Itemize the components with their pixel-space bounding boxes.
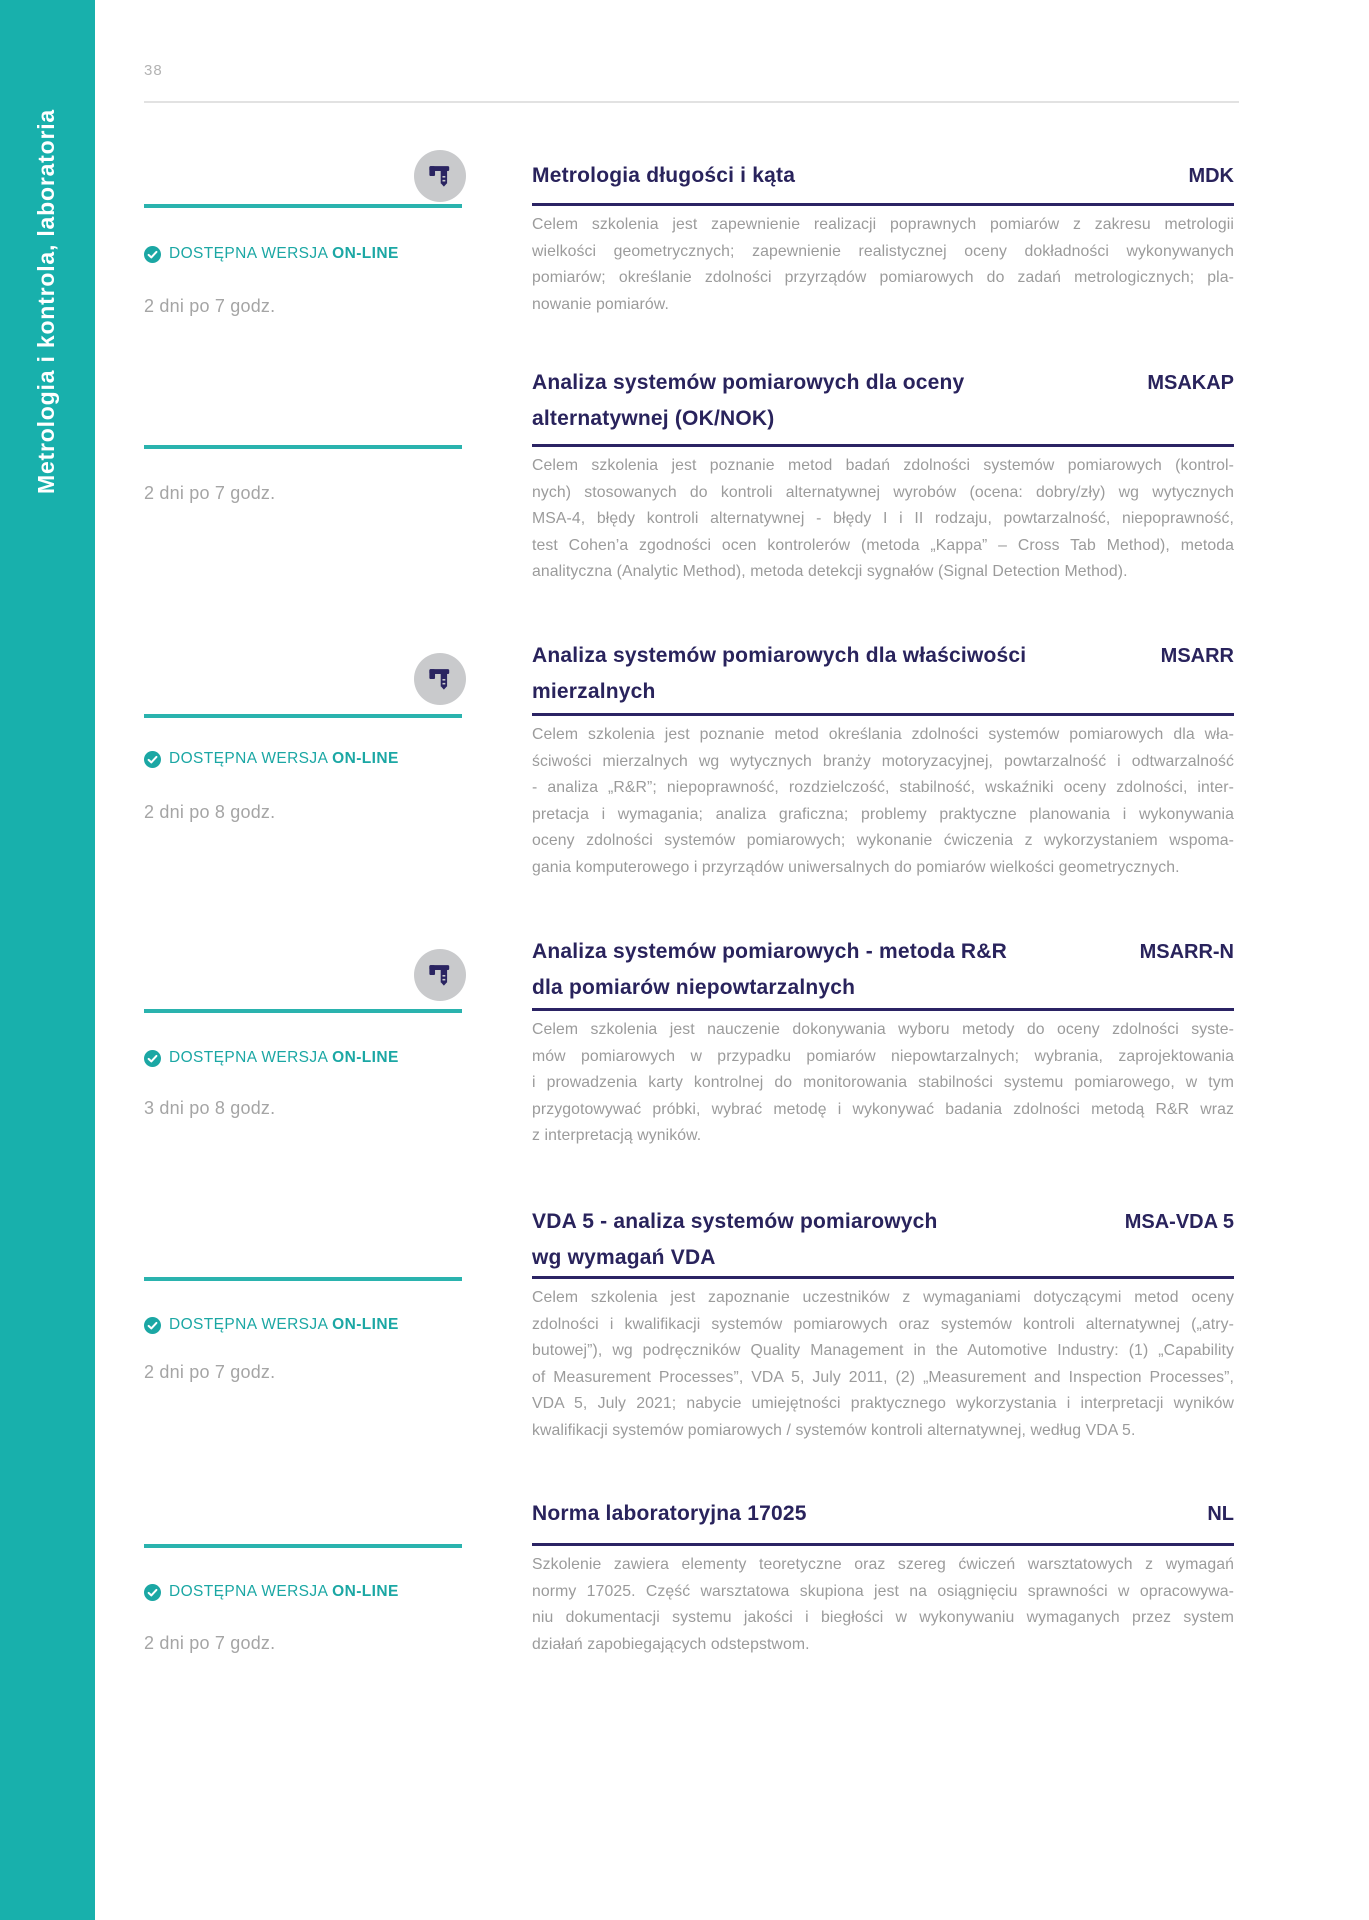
text-line: Analiza systemów pomiarowych - metoda R&R: [532, 940, 1007, 963]
online-badge-highlight: ON-LINE: [332, 1316, 399, 1333]
title-underline: [532, 713, 1234, 716]
online-badge: [144, 1583, 399, 1601]
text-line: Norma laboratoryjna 17025: [532, 1502, 807, 1525]
text-line: mierzalnych: [532, 680, 656, 703]
course-description: [532, 212, 1234, 318]
online-divider-line: [144, 1544, 462, 1548]
text-line: nych) stosowanych do kontroli alternatywnej wyrobów (ocena: dobry/zły) wg wytycznych: [532, 483, 1234, 501]
text-line: of Measurement Processes”, VDA 5, July 2011, (2) „Measurement and Inspection Processes”,: [532, 1368, 1234, 1386]
course-code: MSAKAP: [1147, 372, 1234, 394]
header-divider: [144, 101, 1239, 103]
online-badge-text: DOSTĘPNA WERSJA ON-LINE: [169, 1049, 399, 1066]
check-circle-icon: [144, 246, 161, 263]
text-line: VDA 5, July 2021; nabycie umiejętności praktycznego wykorzystania i interpretacji wyników: [532, 1395, 1234, 1413]
online-divider-line: [144, 1009, 462, 1013]
text-line: normy 17025. Część warsztatowa skupiona jest na osiągnięciu sprawności w opracowywa-: [532, 1582, 1234, 1600]
course-title-row: [532, 934, 1234, 1006]
text-line: dla pomiarów niepowtarzalnych: [532, 976, 856, 999]
text-line: z interpretacją wyników.: [532, 1127, 702, 1145]
course-duration: 3 dni po 8 godz.: [144, 1098, 276, 1118]
course-code: MSA-VDA 5: [1124, 1211, 1234, 1233]
check-circle-icon: [144, 1317, 161, 1334]
text-line: nowanie pomiarów.: [532, 295, 669, 313]
course-title: [532, 638, 1026, 710]
text-line: - analiza „R&R”; niepoprawność, rozdzielczość, stabilność, wskaźniki oceny zdolności, inter-: [532, 779, 1234, 797]
online-badge-highlight: ON-LINE: [332, 1583, 399, 1600]
course-description: [532, 1285, 1234, 1445]
text-line: kwalifikacji systemów pomiarowych / systemów kontroli alternatywnej, według VDA 5.: [532, 1421, 1136, 1439]
caliper-icon: [414, 653, 466, 705]
course-title-row: [532, 158, 1234, 194]
text-line: pomiarów; określanie zdolności przyrządów pomiarowych do zadań metrologicznych; pla-: [532, 269, 1234, 287]
text-line: mów pomiarowych w przypadku pomiarów niepowtarzalnych; wybrania, zaprojektowania: [532, 1047, 1234, 1065]
text-line: Szkolenie zawiera elementy teoretyczne oraz szereg ćwiczeń warsztatowych z wymagań: [532, 1556, 1234, 1573]
text-line: alternatywnej (OK/NOK): [532, 407, 775, 430]
check-circle-icon: [144, 1050, 161, 1067]
online-divider-line: [144, 1277, 462, 1281]
title-underline: [532, 203, 1234, 206]
online-badge-highlight: ON-LINE: [332, 245, 399, 262]
course-title: [532, 1496, 807, 1532]
text-line: Celem szkolenia jest zapoznanie uczestników z wymaganiami dotyczącymi metod oceny: [532, 1289, 1234, 1306]
check-circle-icon: [144, 751, 161, 768]
course-title: [532, 158, 795, 194]
course-title-row: [532, 638, 1234, 710]
title-underline: [532, 444, 1234, 447]
text-line: i prowadzenia karty kontrolnej do monitorowania stabilności systemu pomiarowego, w tym: [532, 1074, 1234, 1092]
course-title: [532, 365, 964, 437]
text-line: test Cohen’a zgodności ocen kontrolerów (metoda „Kappa” – Cross Tab Method), metoda: [532, 536, 1234, 554]
title-underline: [532, 1276, 1234, 1279]
course-description: [532, 1552, 1234, 1658]
course-duration: 2 dni po 7 godz.: [144, 1633, 276, 1653]
online-badge: [144, 1049, 399, 1067]
page-number: 38: [144, 62, 163, 79]
text-line: analityczna (Analytic Method), metoda detekcji sygnałów (Signal Detection Method).: [532, 563, 1128, 581]
course-duration: 2 dni po 7 godz.: [144, 296, 276, 316]
course-title: [532, 1204, 938, 1276]
course-code: NL: [1207, 1503, 1234, 1525]
online-badge-text: DOSTĘPNA WERSJA ON-LINE: [169, 245, 399, 262]
text-line: Celem szkolenia jest poznanie metod badań zdolności systemów pomiarowych (kontrol-: [532, 457, 1234, 474]
text-line: Celem szkolenia jest poznanie metod określania zdolności systemów pomiarowych dla wła-: [532, 726, 1234, 743]
online-badge-highlight: ON-LINE: [332, 1049, 399, 1066]
online-badge-text: DOSTĘPNA WERSJA ON-LINE: [169, 1316, 399, 1333]
course-description: [532, 1017, 1234, 1150]
course-code: MDK: [1188, 165, 1234, 187]
text-line: wg wymagań VDA: [532, 1246, 716, 1269]
course-code: MSARR: [1160, 645, 1234, 667]
text-line: Analiza systemów pomiarowych dla oceny: [532, 371, 965, 394]
course-title: [532, 934, 1007, 1006]
title-underline: [532, 1543, 1234, 1546]
text-line: przygotowywać próbki, wybrać metodę i wykonywać badania zdolności metodą R&R wraz: [532, 1100, 1234, 1118]
course-title-row: [532, 1204, 1234, 1276]
course-description: [532, 453, 1234, 586]
online-badge-highlight: ON-LINE: [332, 750, 399, 767]
text-line: niu dokumentacji systemu jakości i biegłości w wykonywaniu wymaganych przez system: [532, 1609, 1234, 1627]
text-line: zdolności i kwalifikacji systemów pomiarowych oraz systemów kontroli alternatywnej („atry-: [532, 1315, 1234, 1333]
online-divider-line: [144, 714, 462, 718]
text-line: działań zapobiegających odstepstwom.: [532, 1635, 810, 1653]
course-description: [532, 722, 1234, 882]
text-line: Celem szkolenia jest zapewnienie realizacji poprawnych pomiarów z zakresu metrologii: [532, 216, 1234, 233]
course-title-row: [532, 365, 1234, 437]
title-underline: [532, 1008, 1234, 1011]
online-divider-line: [144, 445, 462, 449]
online-badge-text: DOSTĘPNA WERSJA ON-LINE: [169, 1583, 399, 1600]
text-line: pretacja i wymagania; analiza graficzna; problemy praktyczne planowania i wykonywania: [532, 805, 1234, 823]
text-line: Analiza systemów pomiarowych dla właściwości: [532, 644, 1027, 667]
course-title-row: [532, 1496, 1234, 1532]
caliper-icon: [414, 949, 466, 1001]
course-code: MSARR-N: [1139, 941, 1234, 963]
sidebar-category-label: Metrologia i kontrola, laboratoria: [33, 108, 59, 494]
course-duration: 2 dni po 7 godz.: [144, 483, 276, 503]
course-duration: 2 dni po 8 godz.: [144, 802, 276, 822]
caliper-icon: [414, 150, 466, 202]
online-badge-text: DOSTĘPNA WERSJA ON-LINE: [169, 750, 399, 767]
online-badge: [144, 245, 399, 263]
text-line: wielkości geometrycznych; zapewnienie realistycznej oceny dokładności wykonywanych: [532, 242, 1234, 260]
text-line: gania komputerowego i przyrządów uniwersalnych do pomiarów wielkości geometrycznych.: [532, 858, 1180, 876]
text-line: ściwości mierzalnych wg wytycznych branży motoryzacyjnej, powtarzalność i odtwarzalność: [532, 752, 1234, 770]
online-badge: [144, 750, 399, 768]
text-line: Celem szkolenia jest nauczenie dokonywania wyboru metody do oceny zdolności syste-: [532, 1021, 1234, 1038]
text-line: Metrologia długości i kąta: [532, 164, 796, 187]
text-line: oceny zdolności systemów pomiarowych; wykonanie ćwiczenia z wykorzystaniem wspoma-: [532, 832, 1234, 850]
text-line: MSA-4, błędy kontroli alternatywnej - błędy I i II rodzaju, powtarzalność, niepoprawność,: [532, 510, 1234, 528]
course-duration: 2 dni po 7 godz.: [144, 1362, 276, 1382]
text-line: butowej”), wg podręczników Quality Management in the Automotive Industry: (1) „Capability: [532, 1342, 1234, 1360]
text-line: VDA 5 - analiza systemów pomiarowych: [532, 1210, 938, 1233]
check-circle-icon: [144, 1584, 161, 1601]
online-badge: [144, 1316, 399, 1334]
sidebar: [0, 0, 95, 1920]
online-divider-line: [144, 204, 462, 208]
